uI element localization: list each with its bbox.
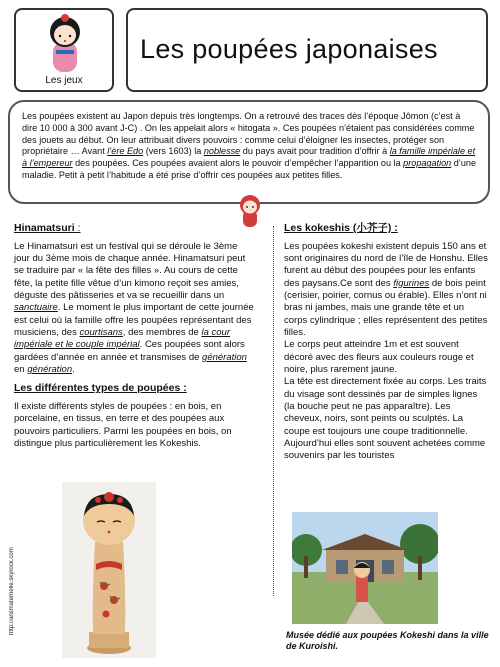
kokeshis-paragraph-1: Les poupées kokeshi existent depuis 150 ans et sont originaires du nord de l’île de Honshu. Elles furent au début des poupées pour les enfants des paysans.Ce sont des figurines de bois peint (cerisier, poirier, cornus ou érable). Elles n’ont ni bras ni jambes, mais une grande tête et un corps cylindrique ; elles représentent des petites filles. <box>284 240 488 339</box>
title-box <box>126 8 488 92</box>
intro-text: Les poupées existent au Japon depuis très longtemps. On a retrouvé des traces dès l’époque Jômon (c’est à dire 10 000 à 300 avant J-C) . On les appelait alors « hitogata ». Ces poupées n’étaient pas considérées comme des jouets au début. On leur attribuait divers pouvoirs : comme celui d’éloigner les insectes, protéger son propriétaire … Avant <box>22 111 475 157</box>
vocab-noblesse: noblesse <box>203 146 241 157</box>
vocab-figurines: figurines <box>393 277 430 289</box>
kokeshi-doll-photo <box>62 482 156 658</box>
intro-text: des poupées. Ces poupées avaient alors le pouvoir d’empêcher l’apparition ou la <box>72 158 404 169</box>
intro-text: d’une maladie. Petit à petit l’habitude a été prise d’offrir ces poupées aux petites filles. <box>22 158 476 181</box>
column-divider <box>273 226 274 596</box>
vocab-famille-imperiale: la famille impériale et à l’empereur <box>22 146 476 169</box>
kokeshi-doll-icon <box>46 14 84 74</box>
left-column <box>14 222 254 456</box>
types-paragraph: Il existe différents styles de poupées : en bois, en porcelaine, en tissus, en terre et des poupées aux pouvoirs particuliers. Parmi les poupées en bois, on distingue plus particulièrement les Kokeshis. <box>14 401 232 450</box>
kokeshis-paragraph-2: Le corps peut atteindre 1m et est souvent décoré avec des fleurs aux couleurs rouge et noire, plus rarement jaune. <box>284 339 474 376</box>
hinamatsuri-paragraph: Le Hinamatsuri est un festival qui se déroule le 3ème jour du 3ème mois de chaque année. Hinamatsuri peut se traduire par « la fête des filles ». Au cours de cette fête, la petite fille vêtue d’un kimono reçoit ses amies, déguste des pâtisseries et va se recueillir dans un sanctuaire. Le moment le plus important de cette journée est celui où la famille offre les poupées représentant des musiciens, des courtisans, des membres de la cour impériale et le couple impérial. Ces poupées sont alors gardées d’année en année et transmises de génération en génération. <box>14 240 254 376</box>
page-title: Les poupées japonaises <box>140 34 438 64</box>
source-url: http://ansmaternelle.skyrock.com <box>9 547 15 635</box>
vocab-cour-imperiale: la cour impériale et le couple impérial <box>14 327 230 351</box>
right-column <box>284 222 488 463</box>
kokeshi-museum-photo <box>292 512 438 624</box>
types-heading: Les différentes types de poupées : <box>14 382 187 395</box>
vocab-courtisans: courtisans <box>79 327 123 339</box>
logo-label: Les jeux <box>45 75 83 86</box>
vocab-sanctuaire: sanctuaire <box>14 302 58 314</box>
kokeshis-paragraph-4: Aujourd’hui elles sont souvent achetées comme souvenirs par les touristes <box>284 438 486 462</box>
intro-text: (vers 1603) la <box>143 146 204 157</box>
hinamatsuri-heading: Hinamatsuri : <box>14 222 81 234</box>
photo-caption: Musée dédié aux poupées Kokeshi dans la ville de Kuroishi. <box>286 630 489 652</box>
intro-text: du pays avait pour tradition d’offrir à <box>240 146 390 157</box>
intro-paragraph <box>8 100 490 204</box>
vocab-propagation: propagation <box>403 158 452 169</box>
vocab-generation: génération <box>202 351 247 363</box>
vocab-edo: l’ère Edo <box>107 146 144 157</box>
kokeshis-heading: Les kokeshis (小芥子) : <box>284 222 398 234</box>
logo-box <box>14 8 114 92</box>
vocab-generation: génération <box>27 364 73 376</box>
kokeshis-paragraph-3: La tête est directement fixée au corps. Les traits du visage sont dessinés par de simples lignes (la bouche peut ne pas apparaître). Les cheveux, noirs, sont peints ou sculptés. La coupe est toujours une coupe traditionnelle. <box>284 376 487 437</box>
